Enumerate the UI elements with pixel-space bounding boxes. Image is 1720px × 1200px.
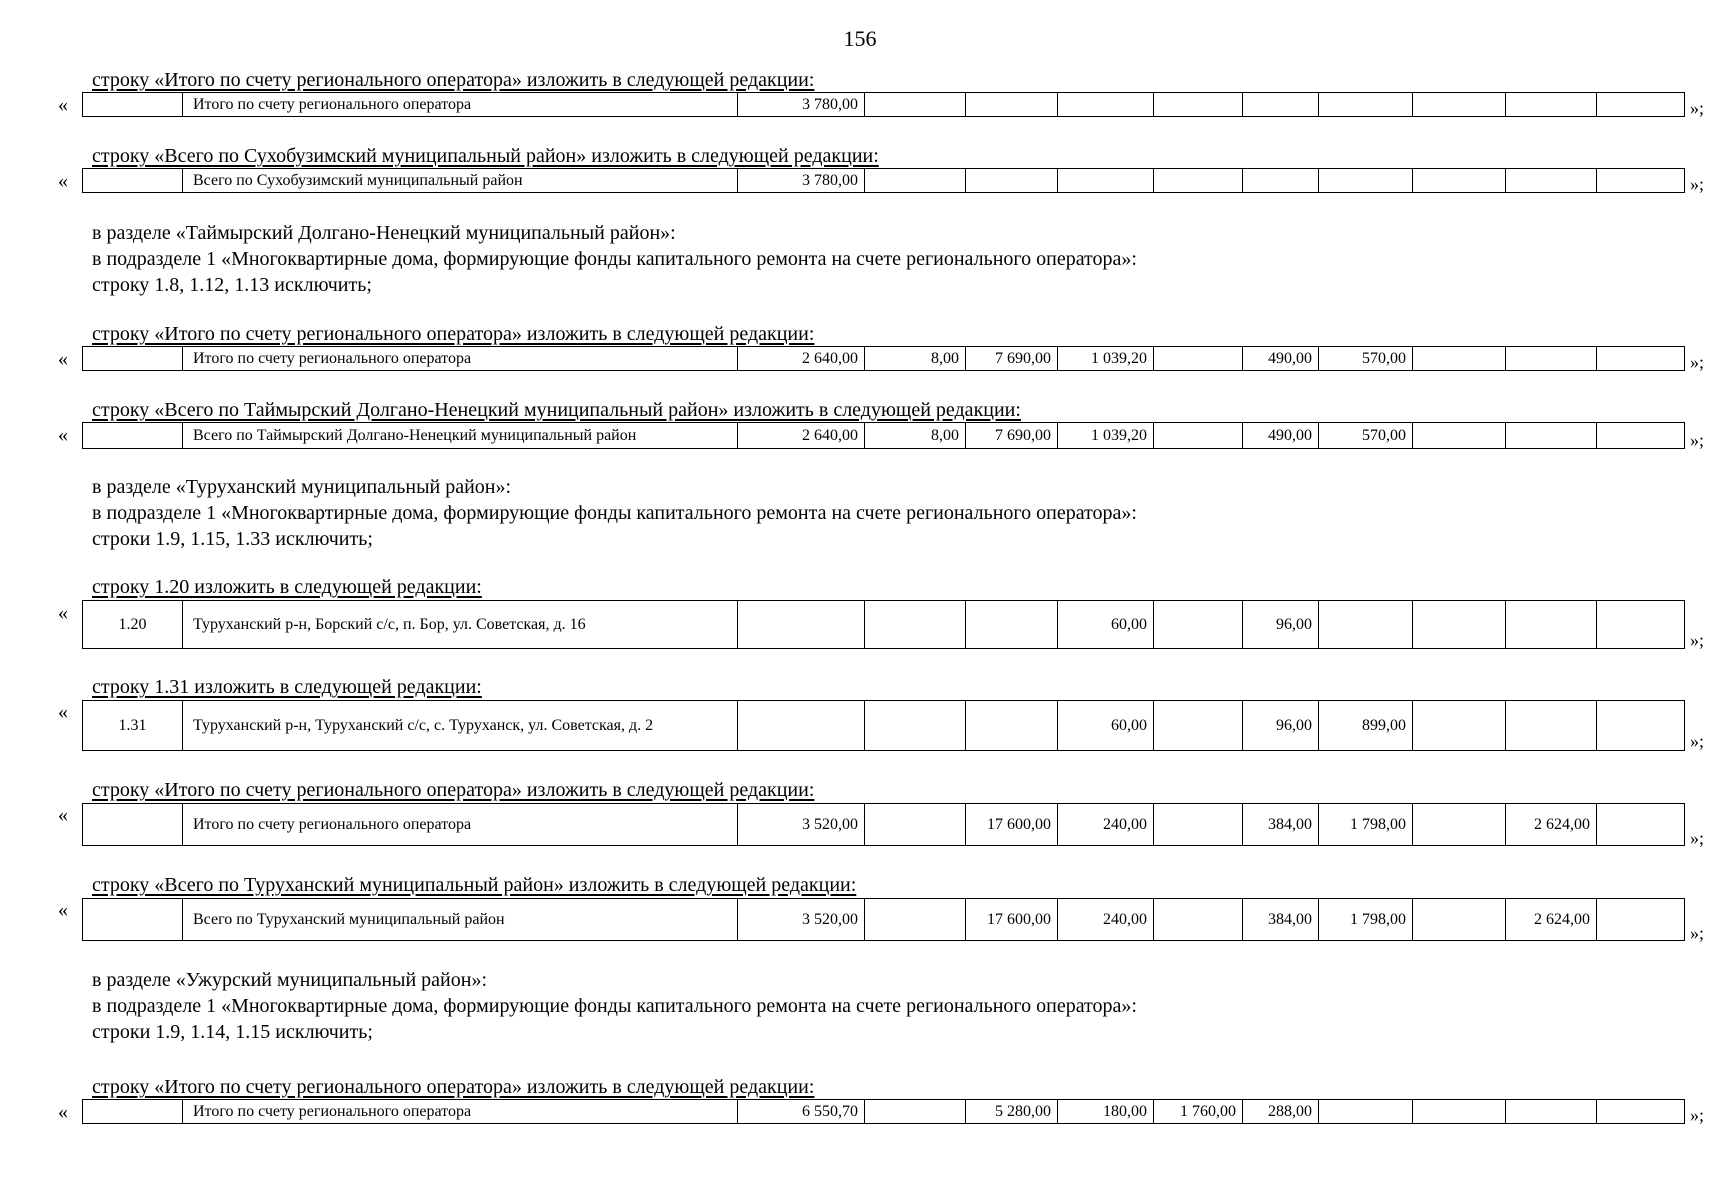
row-number-cell: [83, 899, 183, 941]
quote-close: »;: [1690, 1105, 1705, 1125]
value-cell: [1506, 169, 1597, 193]
row-name-cell: Всего по Туруханский муниципальный район: [183, 899, 738, 941]
value-cell: [865, 701, 966, 751]
value-cell: 1 760,00: [1154, 1100, 1243, 1124]
row-number-cell: 1.31: [83, 701, 183, 751]
section-title: в разделе «Таймырский Долгано-Ненецкий муниципальный район»:: [92, 222, 676, 244]
value-cell: [966, 701, 1058, 751]
value-cell: [1319, 93, 1413, 117]
value-cell: 384,00: [1243, 899, 1319, 941]
subsection-title: в подразделе 1 «Многоквартирные дома, формирующие фонды капитального ремонта на счете регионального оператора»:: [92, 995, 1137, 1017]
value-cell: [1154, 169, 1243, 193]
value-cell: 240,00: [1058, 804, 1154, 846]
quote-close: »;: [1690, 98, 1705, 118]
value-cell: 8,00: [865, 347, 966, 371]
amendment-row: [82, 700, 1685, 751]
value-cell: 570,00: [1319, 423, 1413, 449]
row-number-cell: [83, 93, 183, 117]
value-cell: [1506, 93, 1597, 117]
amendment-row: [82, 168, 1685, 193]
table-row: [83, 804, 1685, 846]
amendment-row: [82, 803, 1685, 846]
value-cell: 3 520,00: [738, 804, 865, 846]
value-cell: [865, 169, 966, 193]
value-cell: [1154, 899, 1243, 941]
value-cell: [1413, 1100, 1506, 1124]
subsection-title: в подразделе 1 «Многоквартирные дома, формирующие фонды капитального ремонта на счете регионального оператора»:: [92, 502, 1137, 524]
value-cell: 384,00: [1243, 804, 1319, 846]
value-cell: 2 624,00: [1506, 899, 1597, 941]
value-cell: [966, 93, 1058, 117]
value-cell: [966, 169, 1058, 193]
value-cell: [1413, 601, 1506, 649]
block-heading: строку «Всего по Туруханский муниципальный район» изложить в следующей редакции:: [92, 874, 857, 896]
value-cell: 490,00: [1243, 347, 1319, 371]
row-name-cell: Итого по счету регионального оператора: [183, 93, 738, 117]
value-cell: 2 640,00: [738, 423, 865, 449]
block-heading: строку «Всего по Таймырский Долгано-Ненецкий муниципальный район» изложить в следующей редакции:: [92, 399, 1021, 421]
value-cell: [865, 601, 966, 649]
value-cell: [738, 701, 865, 751]
value-cell: [738, 601, 865, 649]
value-cell: [1506, 347, 1597, 371]
value-cell: 6 550,70: [738, 1100, 865, 1124]
value-cell: 180,00: [1058, 1100, 1154, 1124]
value-cell: [1597, 93, 1685, 117]
value-cell: 1 039,20: [1058, 423, 1154, 449]
table-row: [83, 93, 1685, 117]
quote-close: »;: [1690, 174, 1705, 194]
quote-open: «: [58, 804, 68, 826]
value-cell: [1413, 347, 1506, 371]
value-cell: [865, 1100, 966, 1124]
value-cell: [1154, 423, 1243, 449]
value-cell: 60,00: [1058, 601, 1154, 649]
row-number-cell: [83, 169, 183, 193]
value-cell: [1506, 423, 1597, 449]
quote-open: «: [58, 1101, 68, 1123]
value-cell: 3 780,00: [738, 169, 865, 193]
value-cell: [1597, 1100, 1685, 1124]
value-cell: [1597, 601, 1685, 649]
block-heading: строку «Всего по Сухобузимский муниципальный район» изложить в следующей редакции:: [92, 145, 879, 167]
value-cell: 1 039,20: [1058, 347, 1154, 371]
value-cell: 288,00: [1243, 1100, 1319, 1124]
quote-close: »;: [1690, 430, 1705, 450]
value-cell: [1506, 1100, 1597, 1124]
value-cell: 570,00: [1319, 347, 1413, 371]
value-cell: [1506, 601, 1597, 649]
amendment-row: [82, 422, 1685, 449]
row-name-cell: Итого по счету регионального оператора: [183, 347, 738, 371]
quote-open: «: [58, 348, 68, 370]
value-cell: [1319, 1100, 1413, 1124]
value-cell: 17 600,00: [966, 899, 1058, 941]
subsection-title: в подразделе 1 «Многоквартирные дома, формирующие фонды капитального ремонта на счете регионального оператора»:: [92, 248, 1137, 270]
page-number: 156: [843, 26, 877, 51]
quote-open: «: [58, 170, 68, 192]
amendment-row: [82, 600, 1685, 649]
table-row: [83, 169, 1685, 193]
value-cell: [1506, 701, 1597, 751]
value-cell: [1413, 423, 1506, 449]
value-cell: 60,00: [1058, 701, 1154, 751]
row-number-cell: [83, 347, 183, 371]
value-cell: [865, 804, 966, 846]
value-cell: 2 624,00: [1506, 804, 1597, 846]
quote-close: »;: [1690, 630, 1705, 650]
block-heading: строку «Итого по счету регионального оператора» изложить в следующей редакции:: [92, 779, 815, 801]
quote-close: »;: [1690, 828, 1705, 848]
value-cell: 96,00: [1243, 701, 1319, 751]
quote-close: »;: [1690, 731, 1705, 751]
table-row: [83, 423, 1685, 449]
quote-open: «: [58, 701, 68, 723]
value-cell: [1243, 93, 1319, 117]
quote-open: «: [58, 424, 68, 446]
value-cell: [1413, 701, 1506, 751]
value-cell: 490,00: [1243, 423, 1319, 449]
row-name-cell: Итого по счету регионального оператора: [183, 1100, 738, 1124]
value-cell: 3 520,00: [738, 899, 865, 941]
value-cell: [966, 601, 1058, 649]
row-name-cell: Всего по Таймырский Долгано-Ненецкий муниципальный район: [183, 423, 738, 449]
value-cell: [865, 899, 966, 941]
value-cell: [1597, 423, 1685, 449]
value-cell: 3 780,00: [738, 93, 865, 117]
value-cell: [1243, 169, 1319, 193]
value-cell: [1154, 347, 1243, 371]
table-row: [83, 1100, 1685, 1124]
block-heading: строку 1.31 изложить в следующей редакции:: [92, 676, 482, 698]
value-cell: [1058, 169, 1154, 193]
value-cell: 1 798,00: [1319, 804, 1413, 846]
value-cell: [1597, 169, 1685, 193]
table-row: [83, 701, 1685, 751]
exclusion-text: строки 1.9, 1.14, 1.15 исключить;: [92, 1021, 373, 1043]
value-cell: [1597, 701, 1685, 751]
quote-close: »;: [1690, 923, 1705, 943]
value-cell: [1319, 169, 1413, 193]
section-title: в разделе «Ужурский муниципальный район»:: [92, 969, 487, 991]
value-cell: [1154, 804, 1243, 846]
row-number-cell: 1.20: [83, 601, 183, 649]
value-cell: [1413, 169, 1506, 193]
row-number-cell: [83, 423, 183, 449]
row-number-cell: [83, 804, 183, 846]
value-cell: 240,00: [1058, 899, 1154, 941]
value-cell: [1319, 601, 1413, 649]
quote-open: «: [58, 94, 68, 116]
value-cell: 17 600,00: [966, 804, 1058, 846]
value-cell: 2 640,00: [738, 347, 865, 371]
block-heading: строку «Итого по счету регионального оператора» изложить в следующей редакции:: [92, 1076, 815, 1098]
block-heading: строку 1.20 изложить в следующей редакции:: [92, 576, 482, 598]
value-cell: [1597, 804, 1685, 846]
value-cell: [1413, 93, 1506, 117]
quote-close: »;: [1690, 352, 1705, 372]
amendment-row: [82, 898, 1685, 941]
value-cell: [1597, 899, 1685, 941]
amendment-row: [82, 1099, 1685, 1124]
row-number-cell: [83, 1100, 183, 1124]
amendment-row: [82, 346, 1685, 371]
row-name-cell: Туруханский р-н, Туруханский с/с, с. Туруханск, ул. Советская, д. 2: [183, 701, 738, 751]
block-heading: строку «Итого по счету регионального оператора» изложить в следующей редакции:: [92, 69, 815, 91]
exclusion-text: строки 1.9, 1.15, 1.33 исключить;: [92, 528, 373, 550]
value-cell: [1058, 93, 1154, 117]
row-name-cell: Всего по Сухобузимский муниципальный район: [183, 169, 738, 193]
section-title: в разделе «Туруханский муниципальный район»:: [92, 476, 512, 498]
value-cell: 96,00: [1243, 601, 1319, 649]
quote-open: «: [58, 602, 68, 624]
table-row: [83, 899, 1685, 941]
value-cell: 7 690,00: [966, 347, 1058, 371]
value-cell: 7 690,00: [966, 423, 1058, 449]
amendment-row: [82, 92, 1685, 117]
value-cell: [1154, 601, 1243, 649]
value-cell: [1154, 701, 1243, 751]
value-cell: 899,00: [1319, 701, 1413, 751]
row-name-cell: Итого по счету регионального оператора: [183, 804, 738, 846]
value-cell: [1413, 804, 1506, 846]
value-cell: [1413, 899, 1506, 941]
value-cell: [1597, 347, 1685, 371]
block-heading: строку «Итого по счету регионального оператора» изложить в следующей редакции:: [92, 323, 815, 345]
value-cell: 5 280,00: [966, 1100, 1058, 1124]
value-cell: [1154, 93, 1243, 117]
row-name-cell: Туруханский р-н, Борский с/с, п. Бор, ул. Советская, д. 16: [183, 601, 738, 649]
value-cell: 1 798,00: [1319, 899, 1413, 941]
table-row: [83, 347, 1685, 371]
quote-open: «: [58, 899, 68, 921]
table-row: [83, 601, 1685, 649]
exclusion-text: строку 1.8, 1.12, 1.13 исключить;: [92, 274, 372, 296]
value-cell: [865, 93, 966, 117]
value-cell: 8,00: [865, 423, 966, 449]
